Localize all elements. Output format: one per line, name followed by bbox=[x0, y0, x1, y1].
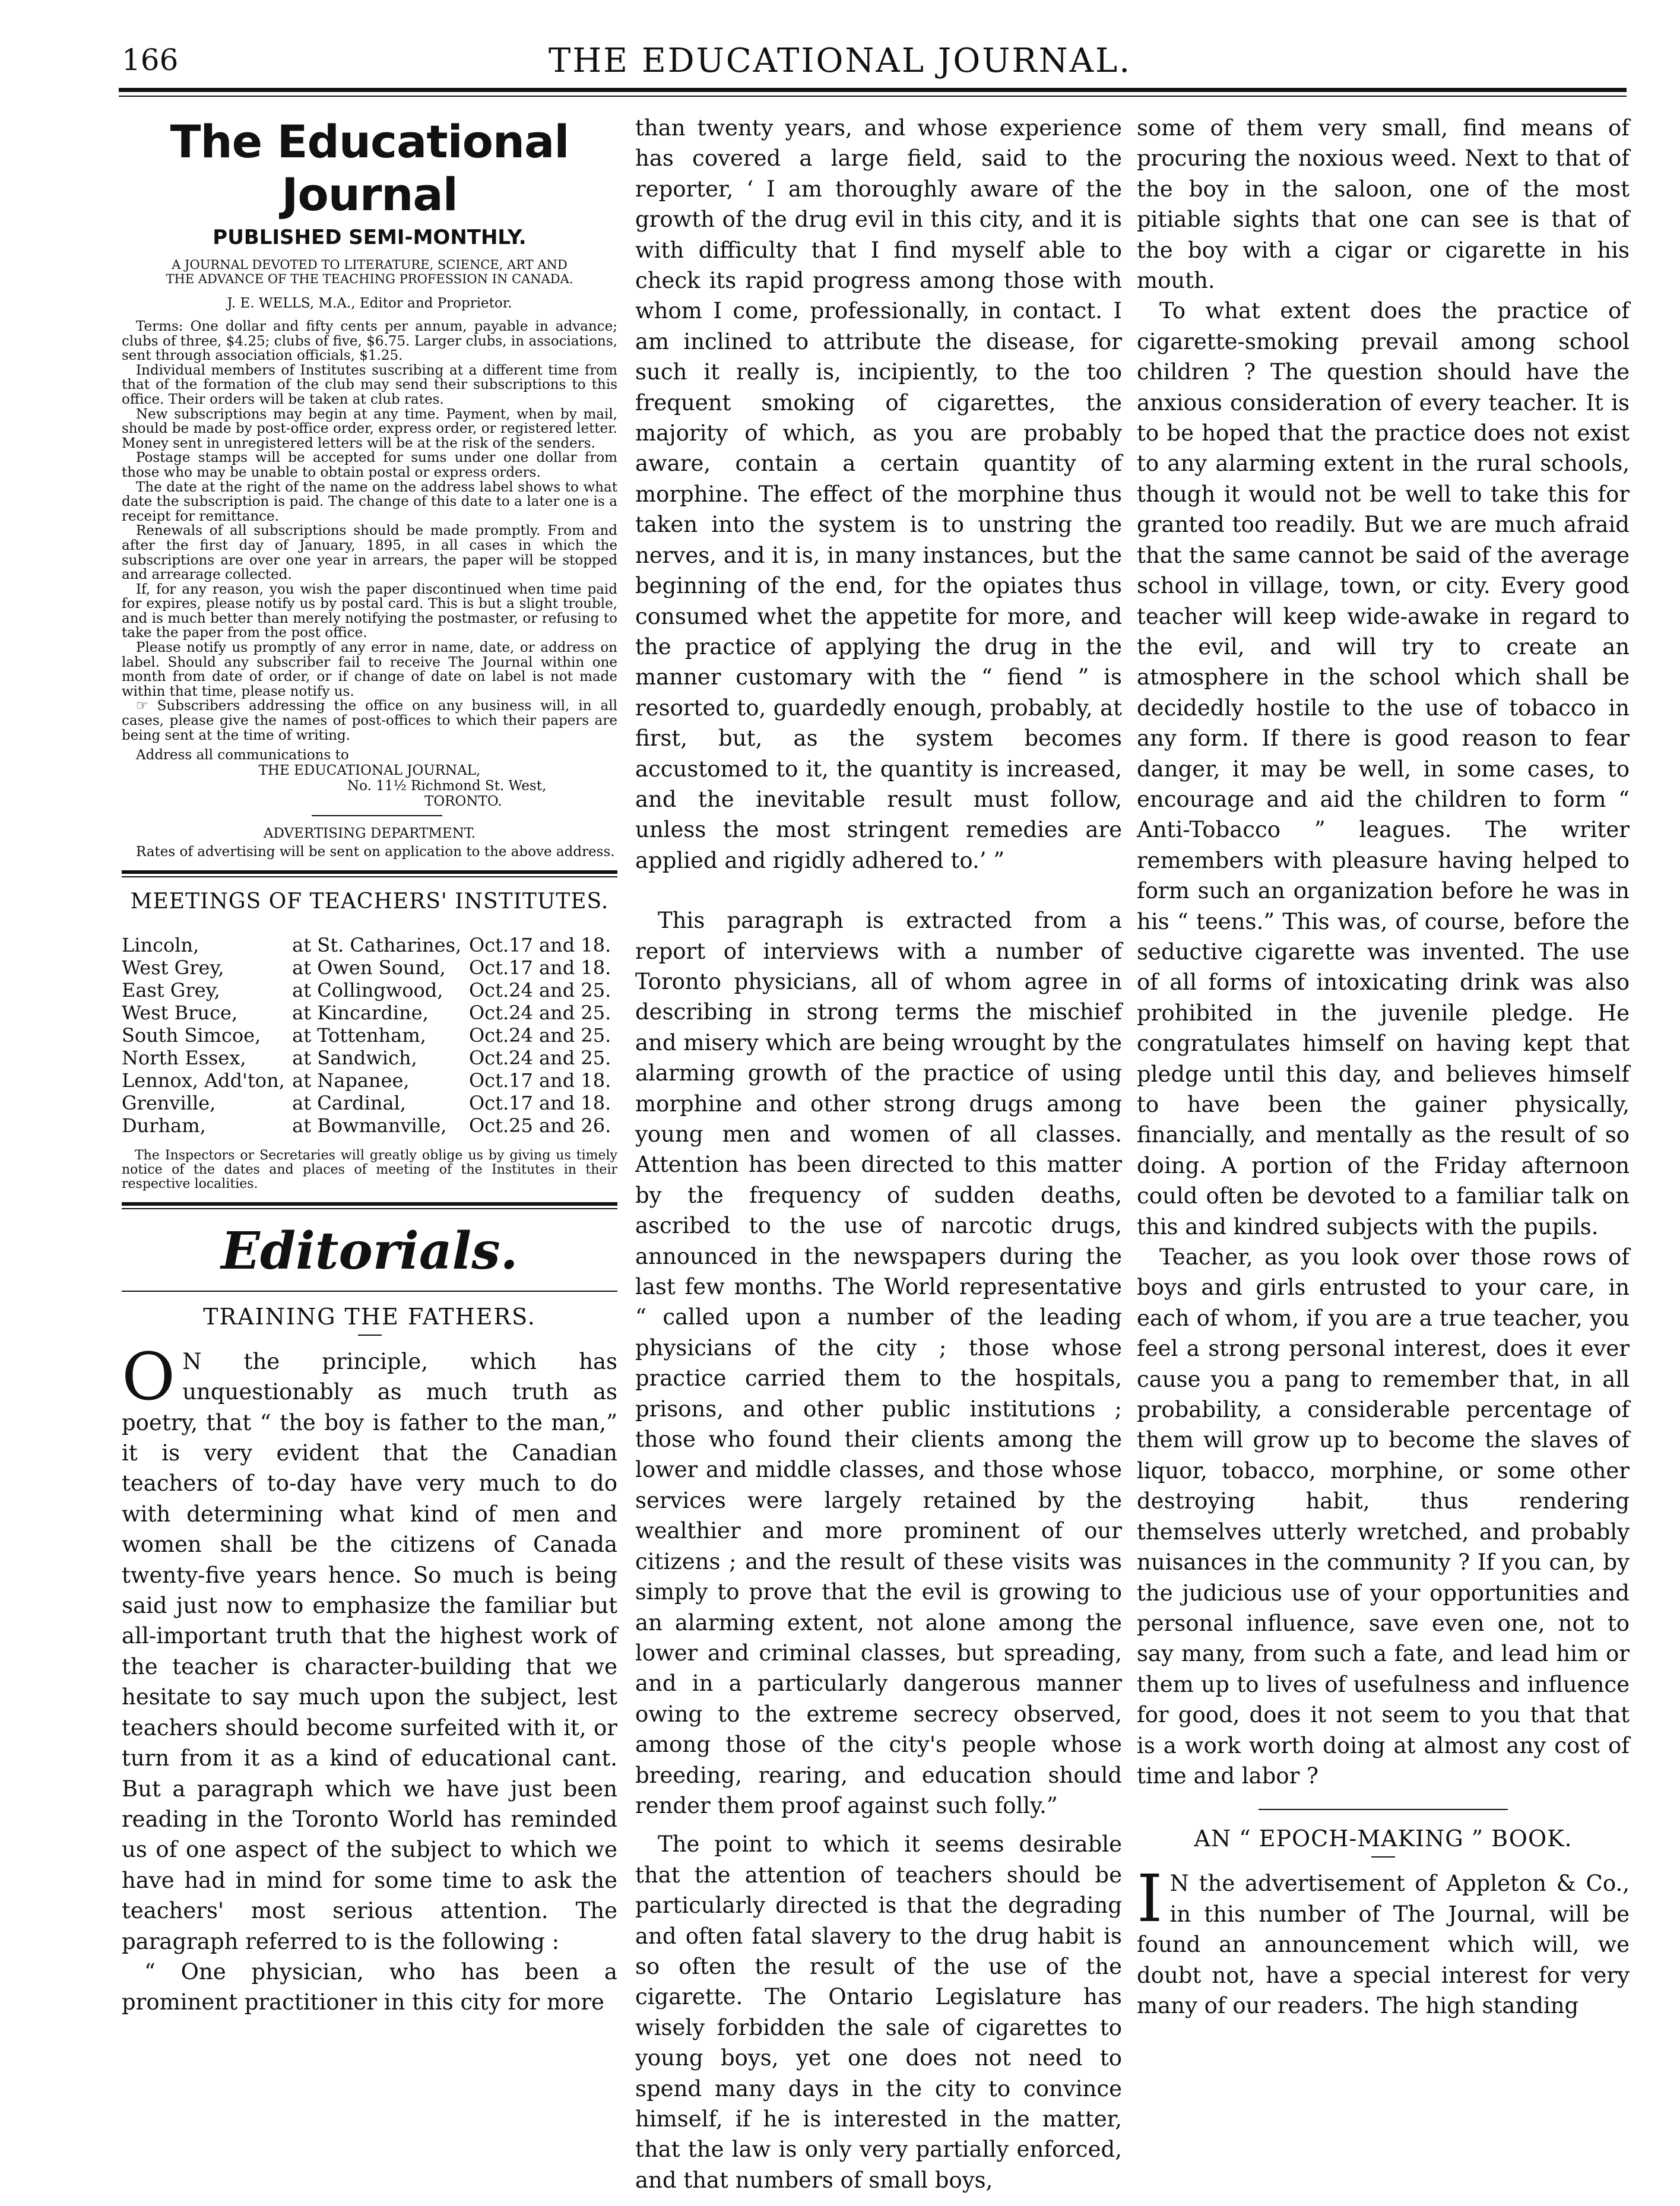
advertising-title: ADVERTISING DEPARTMENT. bbox=[263, 826, 476, 842]
table-row bbox=[122, 1069, 617, 1092]
page-number: 166 bbox=[122, 43, 179, 77]
column-2 bbox=[635, 113, 1122, 2195]
meetings-table bbox=[122, 934, 617, 1137]
dates: Oct.17 and 18. bbox=[468, 1069, 611, 1092]
county: Lennox, Add'ton, bbox=[122, 1069, 285, 1092]
mailing-address bbox=[122, 747, 617, 809]
title-dash bbox=[358, 1335, 382, 1336]
terms-paragraph: Renewals of all subscriptions should be made promptly. From and after the first day of January, 1895, in all cases in which the subscriptions are over one year in arrears, the paper will be stopped and arrearage collected. bbox=[122, 523, 617, 583]
table-row bbox=[122, 1001, 617, 1024]
meetings-title: MEETINGS OF TEACHERS' INSTITUTES. bbox=[130, 889, 609, 914]
address-intro: Address all communications to bbox=[136, 747, 349, 763]
address-name: THE EDUCATIONAL JOURNAL, bbox=[258, 763, 481, 779]
title-dash bbox=[1371, 1856, 1395, 1858]
place: at Owen Sound, bbox=[292, 956, 446, 979]
dates: Oct.17 and 18. bbox=[468, 956, 611, 979]
masthead-title: The Educational Journal bbox=[170, 115, 569, 221]
article-paragraph: IN the advertisement of Appleton & Co., in this number of The Journal, will be found an announcement which will, we doubt not, have a special interest for very many of our readers. The high standing bbox=[1137, 1860, 1630, 2018]
county: South Simcoe, bbox=[122, 1023, 261, 1047]
county: Lincoln, bbox=[122, 933, 199, 956]
article-title: TRAINING THE FATHERS. bbox=[203, 1303, 536, 1330]
column-3 bbox=[1137, 113, 1630, 2021]
county: Durham, bbox=[122, 1114, 206, 1137]
terms-paragraph: Individual members of Institutes suscribing at a different time from that of the formation of the club may send their subscriptions to this office. Their orders will be taken at club rates. bbox=[122, 362, 617, 407]
terms-paragraph: Terms: One dollar and fifty cents per annum, payable in advance; clubs of three, $4.25; clubs of five, $6.75. Larger clubs, in associations, sent through association officials, $1.25. bbox=[122, 319, 617, 364]
dates: Oct.17 and 18. bbox=[468, 933, 611, 956]
meetings-note: The Inspectors or Secretaries will greatly oblige us by giving us timely notice of the dates and places of meeting of the Institutes in their respective localities. bbox=[122, 1148, 617, 1191]
dates: Oct.24 and 25. bbox=[468, 978, 611, 1001]
place: at Tottenham, bbox=[292, 1023, 426, 1047]
table-row bbox=[122, 934, 617, 956]
section-rule bbox=[122, 870, 617, 877]
terms-paragraph: If, for any reason, you wish the paper discontinued when time paid for expires, please notify us by postal card. This is but a slight trouble, and is much better than merely notifying the postmaster, or refusing to take the paper from the post office. bbox=[122, 581, 617, 641]
place: at St. Catharines, bbox=[292, 933, 462, 956]
terms-paragraph: ☞ Subscribers addressing the office on any business will, in all cases, please give the names of post-offices to which their papers are being sent at the time of writing. bbox=[122, 698, 617, 743]
masthead-subtitle: PUBLISHED SEMI-MONTHLY. bbox=[213, 226, 527, 249]
header-rule bbox=[119, 88, 1627, 92]
table-row bbox=[122, 1047, 617, 1069]
terms-paragraph: Please notify us promptly of any error in name, date, or address on label. Should any subscriber fail to receive The Journal within one month from date of order, or if change of date on label is not made within that time, please notify us. bbox=[122, 640, 617, 699]
editorials-heading: Editorials. bbox=[221, 1221, 518, 1281]
terms-paragraph: The date at the right of the name on the address label shows to what date the subscription is paid. The change of this date to a later one is a receipt for remittance. bbox=[122, 479, 617, 524]
meetings-section bbox=[122, 889, 617, 1191]
article-paragraph: The point to which it seems desirable that the attention of teachers should be particularly directed is that the degrading and often fatal slavery to the drug habit is so often the result of the use of the cigarette. The Ontario Legislature has wisely forbidden the sale of cigarettes to young boys, yet one does not need to spend many days in the city to convince himself, if he is interested in the matter, that the law is only very partially enforced, and that numbers of small boys, bbox=[635, 1831, 1122, 2193]
separator bbox=[312, 815, 442, 816]
article-paragraph: than twenty years, and whose experience has covered a large field, said to the reporter, ‘ I am thoroughly aware of the growth of the drug evil in this city, and it is with difficulty that I find myself able to check its rapid progress among those with whom I come, professionally, in contact. I am inclined to attribute the disease, for such it really is, incipiently, to the too frequent smoking of cigarettes, the majority of which, as you are probably aware, contain a certain quantity of morphine. The effect of the morphine thus taken into the system is to unstring the nerves, and it is, in many instances, but the beginning of the end, for the opiates thus consumed whet the appetite for more, and the practice of applying the drug in the manner customary with the “ fiend ” is resorted to, guardedly enough, probably, at first, but, as the system becomes accustomed to it, the quantity is increased, and the inevitable result must follow, unless the most stringent remedies are applied and rigidly adhered to.’ ” bbox=[635, 115, 1122, 873]
table-row bbox=[122, 956, 617, 979]
place: at Collingwood, bbox=[292, 978, 443, 1001]
dates: Oct.25 and 26. bbox=[468, 1114, 611, 1137]
section-rule bbox=[122, 1202, 617, 1209]
masthead-editor: J. E. WELLS, M.A., Editor and Proprietor. bbox=[227, 296, 512, 311]
running-title: THE EDUCATIONAL JOURNAL. bbox=[548, 42, 1132, 80]
dates: Oct.24 and 25. bbox=[468, 1046, 611, 1069]
place: at Kincardine, bbox=[292, 1001, 429, 1024]
address-city: TORONTO. bbox=[424, 794, 502, 810]
table-row bbox=[122, 1114, 617, 1137]
masthead-description: A JOURNAL DEVOTED TO LITERATURE, SCIENCE, ART AND THE ADVANCE OF THE TEACHING PROFESSION IN CANADA. bbox=[166, 258, 573, 286]
table-row bbox=[122, 1092, 617, 1114]
table-row bbox=[122, 979, 617, 1001]
terms-paragraph: Postage stamps will be accepted for sums under one dollar from those who may be unable to obtain postal or express orders. bbox=[122, 450, 617, 480]
address-street: No. 11½ Richmond St. West, bbox=[347, 778, 547, 794]
place: at Bowmanville, bbox=[292, 1114, 447, 1137]
county: West Bruce, bbox=[122, 1001, 238, 1024]
county: Grenville, bbox=[122, 1091, 216, 1114]
county: North Essex, bbox=[122, 1046, 246, 1069]
dates: Oct.24 and 25. bbox=[468, 1023, 611, 1047]
table-row bbox=[122, 1024, 617, 1047]
advertising-text: Rates of advertising will be sent on application to the above address. bbox=[136, 844, 615, 860]
place: at Cardinal, bbox=[292, 1091, 406, 1114]
dates: Oct.17 and 18. bbox=[468, 1091, 611, 1114]
article-paragraph: ON the principle, which has unquestionably as much truth as poetry, that “ the boy is father to the man,” it is very evident that the Canadian teachers of to-day have very much to do with determining what kind of men and women shall be the citizens of Canada twenty-five years hence. So much is being said just now to emphasize the familiar but all-important truth that the highest work of the teacher is character-building that we hesitate to say much upon the subject, lest teachers should become surfeited with it, or turn from it as a kind of educational cant. But a paragraph which we have just been reading in the Toronto World has reminded us of one aspect of the subject to which we have had in mind for some time to ask the teachers' most serious attention. The paragraph referred to is the following : bbox=[122, 1338, 617, 1954]
column-1 bbox=[122, 113, 617, 2018]
article-paragraph: Teacher, as you look over those rows of boys and girls entrusted to your care, in each of whom, if you are a true teacher, you feel a strong personal interest, does it ever cause you a pang to remember that, in all probability, a considerable percentage of them will grow up to become the slaves of liquor, tobacco, morphine, or some other destroying habit, thus rendering themselves utterly wretched, and probably nuisances in the community ? If you can, by the judicious use of your opportunities and personal influence, save even one, not to say many, from such a fate, and lead him or them up to lives of usefulness and influence for good, does it not seem to you that that is a work worth doing at almost any cost of time and labor ? bbox=[1137, 1244, 1630, 1789]
dates: Oct.24 and 25. bbox=[468, 1001, 611, 1024]
article-paragraph: This paragraph is extracted from a report of interviews with a number of Toronto physicians, all of whom agree in describing in strong terms the mischief and misery which are being wrought by the alarming growth of the practice of using morphine and other strong drugs among young men and women of all classes. Attention has been directed to this matter by the frequency of sudden deaths, ascribed to the use of narcotic drugs, announced in the newspapers during the last few months. The World representative “ called upon a number of the leading physicians of the city ; those whose practice carried them to the hospitals, prisons, and other public institutions ; those who found their clients among the lower and middle classes, and those whose services were largely retained by the wealthier and more prominent of our citizens ; and the result of these visits was simply to prove that the evil is growing to an alarming extent, not alone among the lower and criminal classes, but spreading, and in a particularly dangerous manner owing to the extreme secrecy observed, among those of the city's people whose breeding, rearing, and education should render them proof against such folly.” bbox=[635, 908, 1122, 1818]
article-paragraph: To what extent does the practice of cigarette-smoking prevail among school children ? The question should have the anxious consideration of every teacher. It is to be hoped that the practice does not exist to any alarming extent in the rural schools, though it would not be well to take this for granted too readily. But we are much afraid that the same cannot be said of the average school in village, town, or city. Every good teacher will keep wide-awake in regard to the evil, and will try to create an atmosphere in the school which shall be decidedly hostile to the use of tobacco in any form. If there is good reason to fear danger, it may be well, in some cases, to encourage and aid the children to form “ Anti-Tobacco ” leagues. The writer remembers with pleasure having helped to form such an organization before he was in his “ teens.” This was, of course, before the seductive cigarette was invented. The use of all forms of intoxicating drink was also prohibited in the juvenile pledge. He congratulates himself on having kept that pledge until this day, and believes himself to have been the gainer physically, financially, and mentally as the result of so doing. A portion of the Friday afternoon could often be devoted to a familiar talk on this and kindred subjects with the pupils. bbox=[1137, 298, 1630, 1240]
article-paragraph: “ One physician, who has been a prominent practitioner in this city for more bbox=[122, 1958, 617, 2015]
header-rule-thin bbox=[119, 96, 1627, 97]
county: West Grey, bbox=[122, 956, 224, 979]
masthead bbox=[122, 115, 617, 860]
article-separator bbox=[1259, 1809, 1508, 1810]
place: at Sandwich, bbox=[292, 1046, 417, 1069]
heading-rule bbox=[122, 1291, 617, 1292]
article-title: AN “ EPOCH-MAKING ” BOOK. bbox=[1194, 1825, 1573, 1852]
place: at Napanee, bbox=[292, 1069, 410, 1092]
county: East Grey, bbox=[122, 978, 220, 1001]
article-paragraph: some of them very small, find means of procuring the noxious weed. Next to that of the boy in the saloon, one of the most pitiable sights that one can see is that of the boy with a cigar or cigarette in his mouth. bbox=[1137, 115, 1630, 294]
terms-paragraph: New subscriptions may begin at any time. Payment, when by mail, should be made by post-office order, express order, or registered letter. Money sent in unregistered letters will be at the risk of the senders. bbox=[122, 406, 617, 451]
